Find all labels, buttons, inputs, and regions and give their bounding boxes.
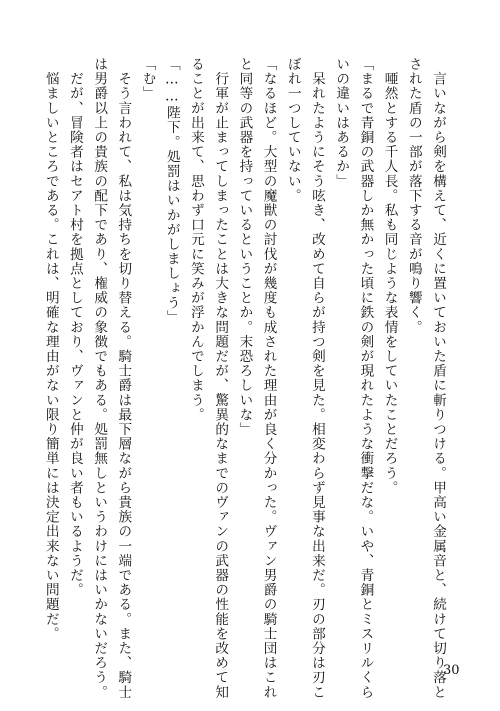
text-line: いの違いはあるか」 [333, 57, 350, 189]
text-line: そう言われて、私は気持ちを切り替える。騎士爵は最下層ながら貴族の一端である。また、騎士 [115, 57, 132, 700]
text-line: 「まるで青銅の武器しか無かった頃に鉄の剣が現れたような衝撃だな。いや、青銅とミスリルくら [357, 57, 374, 700]
text-line: 唖然とする千人長。私も同じような表情をしていたことだろう。 [381, 57, 398, 495]
text-line: 「……陛下。処罰はいかがしましょう」 [163, 57, 180, 325]
text-line: ぼれ一つしていない。 [284, 57, 301, 203]
text-line: 行軍が止まってしまったことは大きな問題だが、驚異的なまでのヴァンの武器の性能を改めて知 [212, 57, 229, 700]
text-line: 「む」 [139, 57, 156, 101]
text-line: ることが出来て、思わず口元に笑みが浮かんでしまう。 [187, 57, 204, 422]
text-line: は男爵以上の貴族の配下であり、権威の象徴でもある。処罰無しというわけにはいかないだろう。 [91, 57, 108, 700]
text-line: 言いながら剣を構えて、近くに置いておいた盾に斬りつける。甲高い金属音と、続けて切り落と [430, 57, 446, 700]
text-line: された盾の一部が落下する音が鳴り響く。 [405, 57, 422, 335]
text-line: だが、冒険者はセアト村を拠点としており、ヴァンと仲が良い者もいるようだ。 [66, 57, 83, 598]
body-text [42, 57, 450, 700]
text-line: と同等の武器を持っているということか。末恐ろしいな」 [236, 57, 253, 437]
text-line: 呆れたようにそう呟き、改めて自らが持つ剣を見た。相変わらず見事な出来だ。刃の部分は刃こ [308, 57, 325, 700]
page-number: 30 [443, 663, 460, 678]
text-line: 悩ましいところである。これは、明確な理由がない限り簡単には決定出来ない問題だ。 [42, 57, 59, 641]
text-line: 「なるほど。大型の魔獣の討伐が幾度も成された理由が良く分かった。ヴァン男爵の騎士団はこれ [260, 57, 277, 700]
